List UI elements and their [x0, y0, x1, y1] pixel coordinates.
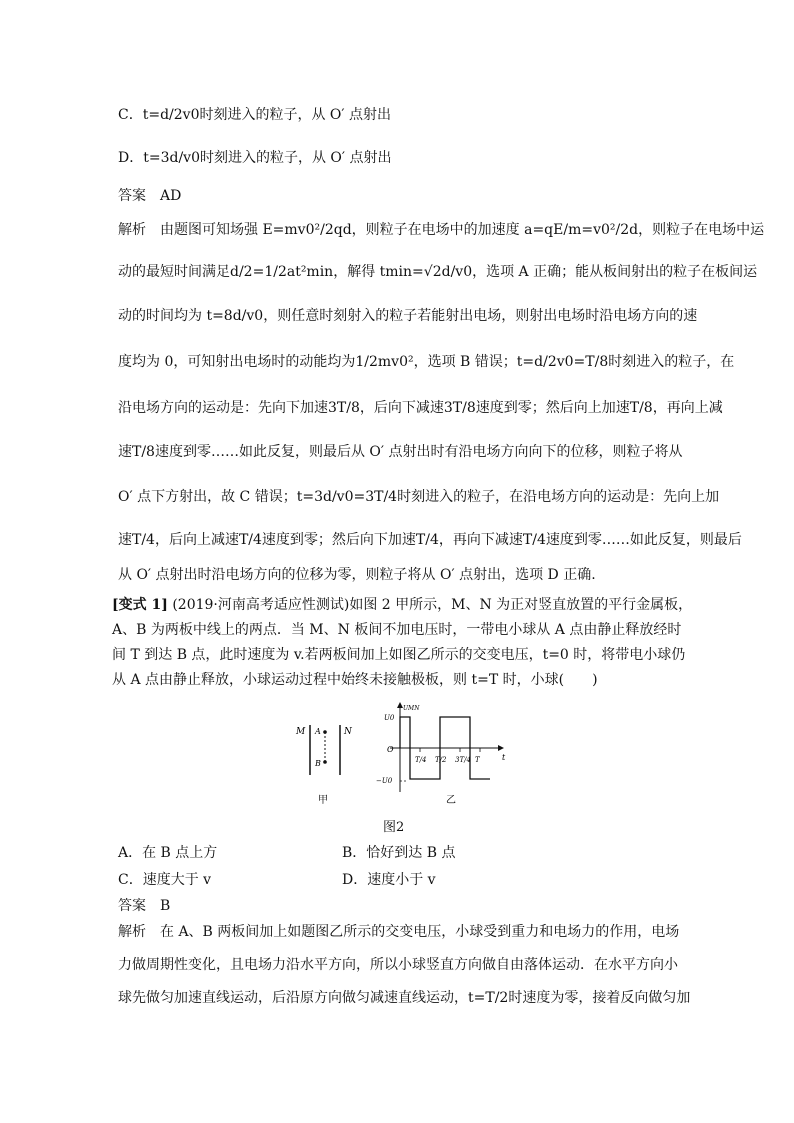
analysis-1-line: 动的时间均为 t=8d/v0，则任意时刻射入的粒子若能射出电场，则射出电场时沿电场方向的速: [118, 308, 698, 324]
analysis-1-line: 速T/8速度到零……如此反复，则最后从 O′ 点射出时有沿电场方向向下的位移，则粒子将从: [118, 444, 683, 460]
label-yi: 乙: [446, 795, 456, 806]
label-b: B: [315, 759, 321, 768]
figure-jia: [295, 725, 353, 806]
variant-line: 从 A 点由静止释放，小球运动过程中始终未接触极板，则 t=T 时，小球( ): [112, 672, 598, 688]
tick-label: T/2: [435, 756, 447, 764]
variant-line: 间 T 到达 B 点，此时速度为 v.若两板间加上如图乙所示的交变电压，t=0 时，将带电小球仍: [112, 647, 686, 663]
variant-line: (2019·河南高考适应性测试)如图 2 甲所示，M、N 为正对竖直放置的平行金属板，: [172, 597, 693, 613]
option-c: C．t=d/2v0时刻进入的粒子，从 O′ 点射出: [118, 107, 392, 123]
option-b: B．恰好到达 B 点: [342, 845, 456, 861]
analysis-1-line: 沿电场方向的运动是：先向下加速3T/8，后向下减速3T/8速度到零；然后向上加速T/8，再向上减: [118, 400, 723, 416]
variant-line: A、B 为两板中线上的两点．当 M、N 板间不加电压时，一带电小球从 A 点由静止释放经时: [112, 622, 682, 638]
label-neg-u0: −U0: [376, 777, 393, 785]
label-o: O: [387, 745, 394, 754]
option-d2: D．速度小于 v: [342, 872, 436, 888]
option-a: A．在 B 点上方: [118, 845, 218, 861]
analysis-1-line: O′ 点下方射出，故 C 错误；t=3d/v0=3T/4时刻进入的粒子，在沿电场方向的运动是：先向上加: [118, 489, 720, 505]
label-u0: U0: [384, 714, 395, 722]
figure-2: [280, 700, 520, 820]
option-d: D．t=3d/v0时刻进入的粒子，从 O′ 点射出: [118, 150, 392, 166]
analysis-1-line: 度均为 0，可知射出电场时的动能均为1/2mv0²，选项 B 错误；t=d/2v0=T/8时刻进入的粒子，在: [118, 354, 735, 370]
answer-1: 答案 AD: [118, 188, 182, 204]
figure-yi: [376, 702, 506, 806]
analysis-2-line: 解析 在 A、B 两板间加上如题图乙所示的交变电压，小球受到重力和电场力的作用，电场: [118, 924, 680, 940]
analysis-1-line: 速T/4，后向上减速T/4速度到零；然后向下加速T/4，再向下减速T/4速度到零……如此反复，则最后: [118, 532, 742, 548]
answer-2: 答案 B: [118, 898, 171, 914]
analysis-1-line: 从 O′ 点射出时沿电场方向的位移为零，则粒子将从 O′ 点射出，选项 D 正确.: [118, 567, 596, 583]
figure-caption: 图2: [383, 820, 405, 835]
analysis-1-line: 解析 由题图可知场强 E=mv0²/2qd，则粒子在电场中的加速度 a=qE/m=v0²/2d，则粒子在电场中运: [118, 222, 765, 238]
label-n: N: [344, 727, 352, 737]
analysis-1-line: 动的最短时间满足d/2=1/2at²min，解得 tmin=√2d/v0，选项 A 正确；能从板间射出的粒子在板间运: [118, 264, 758, 280]
label-a: A: [315, 727, 321, 736]
tick-label: T/4: [415, 756, 427, 764]
tick-label: T: [475, 756, 480, 764]
analysis-2-line: 力做周期性变化，且电场力沿水平方向，所以小球竖直方向做自由落体运动．在水平方向小: [118, 957, 678, 973]
variant-question: [112, 595, 693, 615]
label-m: M: [296, 727, 306, 737]
option-c2: C．速度大于 v: [118, 872, 212, 888]
variant-tag: [变式 1]: [112, 597, 168, 613]
label-jia: 甲: [318, 795, 328, 806]
tick-label: 3T/4: [455, 756, 471, 764]
analysis-2-line: 球先做匀加速直线运动，后沿原方向做匀减速直线运动，t=T/2时速度为零，接着反向做匀加: [118, 990, 691, 1006]
label-t: t: [502, 753, 506, 762]
label-umn: UMN: [403, 705, 420, 712]
